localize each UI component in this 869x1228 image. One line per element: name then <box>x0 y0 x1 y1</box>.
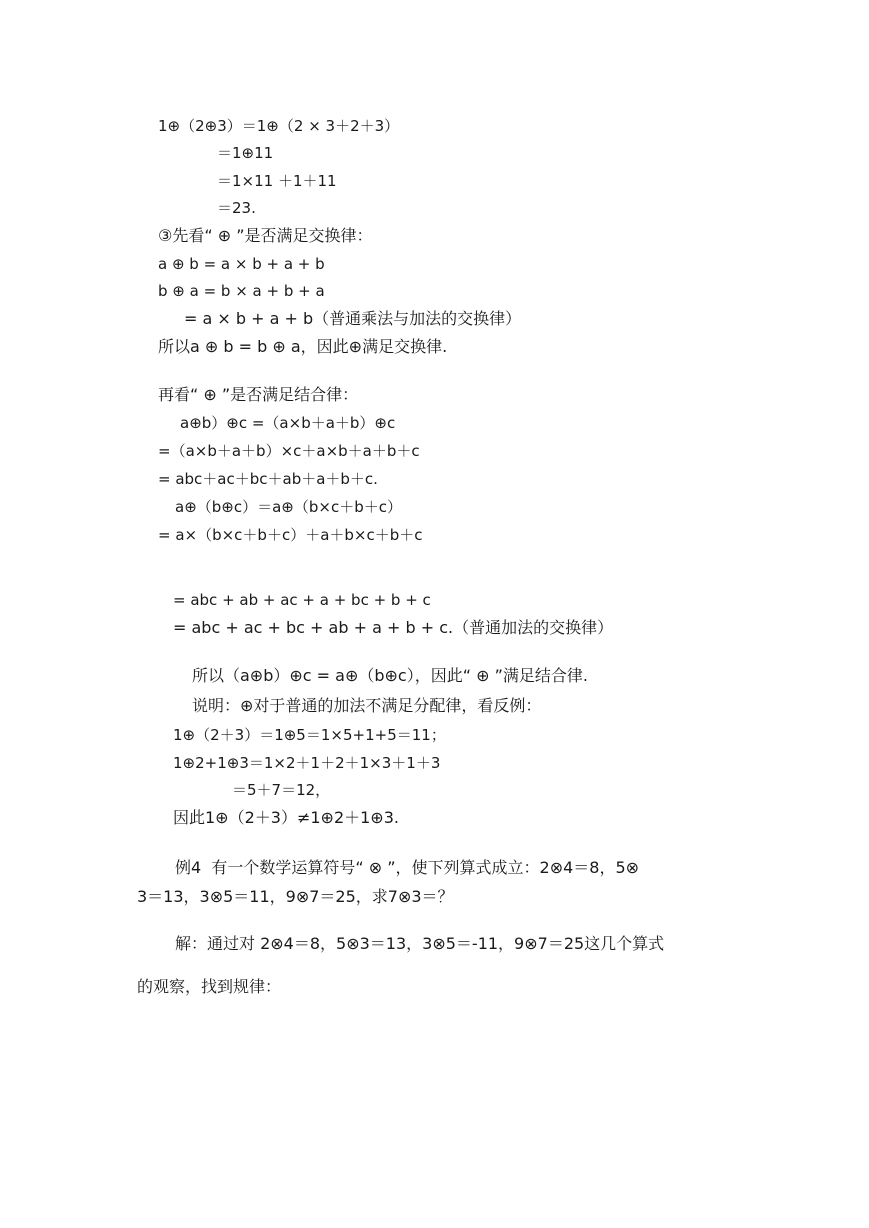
solution-line-2: 的观察，找到规律： <box>137 977 282 996</box>
eq-line-3: ＝1×11 ＋1＋11 <box>217 172 337 190</box>
eq-line-1: 1⊕（2⊕3）＝1⊕（2 × 3＋2＋3） <box>158 117 400 135</box>
assoc-line-3: = abc＋ac＋bc＋ab＋a＋b＋c. <box>158 470 378 488</box>
assoc-line-4: a⊕（b⊕c）＝a⊕（b×c＋b＋c） <box>175 498 402 516</box>
formula-a-op-b: a ⊕ b = a × b + a + b <box>158 255 325 273</box>
associative-heading: 再看“ ⊕ ”是否满足结合律： <box>158 385 359 404</box>
counterexample-line-2: 1⊕2+1⊕3＝1×2＋1＋2＋1×3＋1＋3 <box>173 754 441 772</box>
assoc-line-7: = abc + ac + bc + ab + a + b + c.（普通加法的交换律） <box>173 618 614 637</box>
counterexample-line-1: 1⊕（2＋3）＝1⊕5＝1×5+1+5＝11； <box>173 726 446 744</box>
eq-line-4: ＝23. <box>217 199 256 217</box>
commutative-step: = a × b + a + b（普通乘法与加法的交换律） <box>184 309 522 328</box>
formula-b-op-a: b ⊕ a = b × a + b + a <box>158 282 325 300</box>
associative-conclusion: 所以（a⊕b）⊕c = a⊕（b⊕c），因此“ ⊕ ”满足结合律. <box>192 666 588 685</box>
distributive-note: 说明：⊕对于普通的加法不满足分配律，看反例： <box>192 696 542 715</box>
assoc-line-5: = a×（b×c＋b＋c）＋a＋b×c＋b＋c <box>158 526 423 544</box>
eq-line-2: ＝1⊕11 <box>217 144 274 162</box>
example-4-line-2: 3＝13，3⊗5＝11，9⊗7＝25，求7⊗3＝？ <box>137 887 454 906</box>
commutative-conclusion: 所以a ⊕ b = b ⊕ a，因此⊕满足交换律. <box>158 337 448 356</box>
assoc-line-1: a⊕b）⊕c =（a×b＋a＋b）⊕c <box>180 414 396 432</box>
counterexample-line-3: ＝5＋7＝12， <box>232 781 331 799</box>
solution-line-1: 解：通过对 2⊗4＝8，5⊗3＝13，3⊗5＝-11，9⊗7＝25这几个算式 <box>175 934 665 953</box>
assoc-line-2: =（a×b＋a＋b）×c＋a×b＋a＋b＋c <box>158 442 420 460</box>
commutative-heading: ③先看“ ⊕ ”是否满足交换律： <box>158 226 373 245</box>
example-4-line-1: 例4 有一个数学运算符号“ ⊗ ”，使下列算式成立：2⊗4＝8，5⊗ <box>175 858 640 877</box>
counterexample-conclusion: 因此1⊕（2＋3）≠1⊕2＋1⊕3. <box>173 808 399 827</box>
assoc-line-6: = abc + ab + ac + a + bc + b + c <box>173 591 431 609</box>
